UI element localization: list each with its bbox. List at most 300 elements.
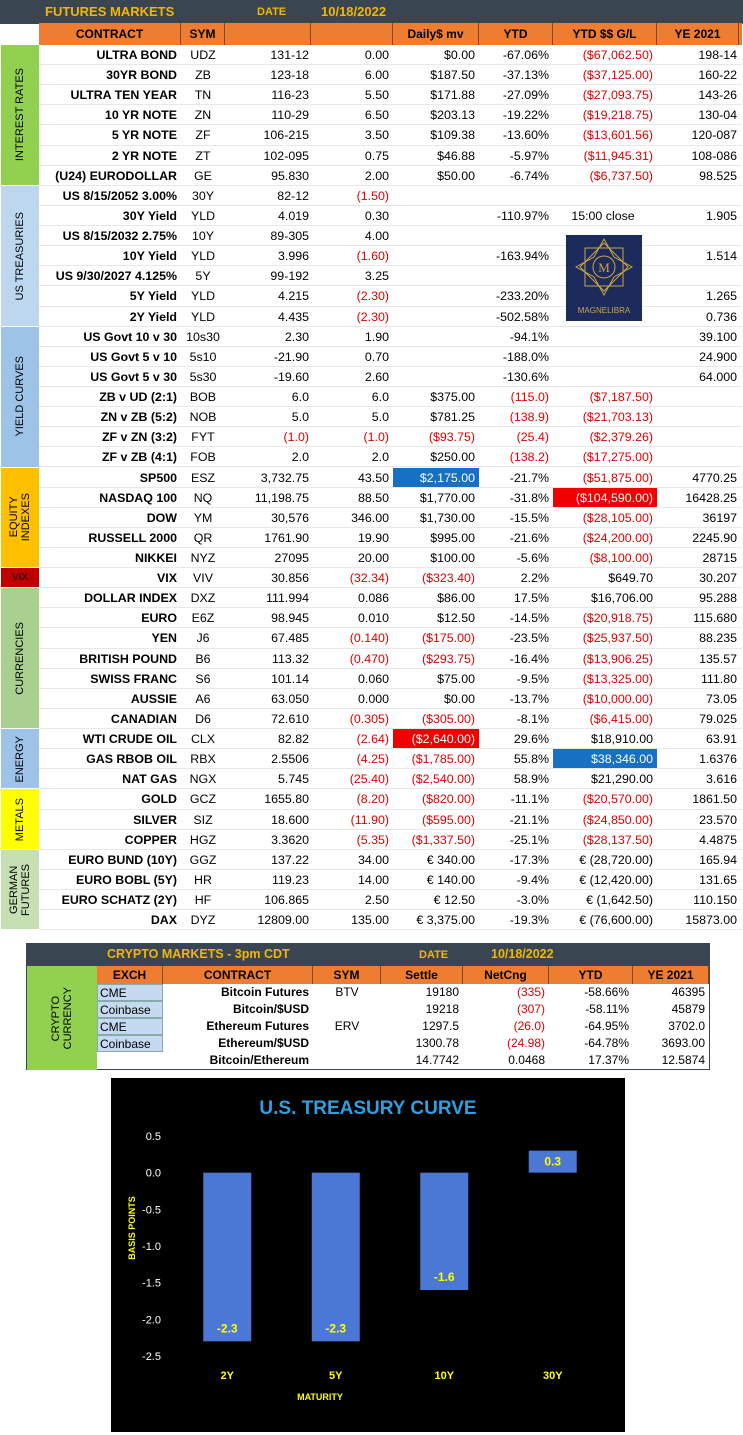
table-cell: SILVER	[133, 812, 177, 827]
table-cell: 115.680	[693, 611, 737, 626]
table-row	[39, 548, 742, 568]
table-cell: ($11,945.31)	[583, 148, 653, 163]
table-cell: (307)	[516, 1002, 545, 1016]
table-cell: ($175.00)	[421, 631, 475, 646]
table-cell: -5.97%	[509, 148, 549, 163]
table-cell	[657, 407, 739, 426]
table-cell: A6	[195, 691, 211, 706]
table-cell: (U24) EURODOLLAR	[55, 168, 177, 183]
table-cell: 2245.90	[692, 530, 737, 545]
table-cell: 5Y Yield	[129, 289, 177, 304]
table-cell: 14.00	[357, 872, 389, 887]
column-header: CONTRACT	[39, 23, 181, 45]
table-cell: YLD	[190, 249, 216, 264]
table-cell: 111.994	[266, 591, 309, 606]
table-cell: 2.00	[364, 168, 389, 183]
table-cell: 2.2%	[520, 571, 549, 586]
table-cell: VIX	[157, 571, 177, 586]
table-cell: 3.50	[364, 128, 389, 143]
table-cell: (24.98)	[506, 1036, 545, 1050]
table-cell: -94.1%	[509, 329, 549, 344]
table-row	[39, 850, 742, 870]
table-cell: 39.100	[699, 329, 737, 344]
table-cell: 3702.0	[668, 1019, 705, 1033]
crypto-date-label: DATE	[419, 949, 449, 961]
table-cell: 5.0	[291, 410, 309, 425]
table-cell: 5.0	[371, 410, 389, 425]
table-cell: ($67,062.50)	[582, 48, 653, 62]
table-cell: ($17,275.00)	[582, 450, 653, 465]
table-cell: 160-22	[698, 68, 737, 83]
table-cell: 14.7742	[415, 1053, 459, 1067]
x-tick-label: 10Y	[434, 1370, 455, 1382]
table-cell: EURO BOBL (5Y)	[76, 872, 177, 887]
table-cell: 30Y	[191, 188, 215, 203]
table-cell: -3.0%	[516, 893, 549, 908]
table-cell: 4.019	[277, 208, 309, 223]
table-cell: NQ	[193, 490, 213, 505]
crypto-row	[97, 1001, 709, 1018]
table-cell: 198-14	[698, 48, 737, 62]
table-cell: 19.90	[357, 530, 389, 545]
table-cell: 4.4875	[699, 832, 737, 847]
table-cell: US Govt 5 v 10	[90, 349, 177, 364]
column-header: EXCH	[97, 966, 163, 984]
table-cell: 12809.00	[257, 913, 309, 928]
table-cell: 27095	[274, 551, 309, 565]
table-row	[39, 810, 742, 830]
table-cell: FYT	[191, 430, 215, 445]
table-cell: -19.22%	[502, 108, 549, 123]
group-label: ENERGY	[1, 729, 39, 789]
table-cell: AUSSIE	[130, 691, 177, 706]
table-cell: 5s30	[189, 369, 217, 384]
table-cell: 1300.78	[415, 1036, 459, 1050]
table-row	[39, 528, 742, 548]
table-cell: 99-192	[270, 269, 309, 284]
table-cell: -17.3%	[509, 852, 549, 867]
table-cell: 88.235	[699, 631, 737, 646]
table-cell: (138.9)	[509, 410, 549, 425]
table-cell: (2.64)	[356, 732, 389, 747]
table-cell	[479, 226, 553, 245]
table-cell: -58.66%	[584, 985, 629, 999]
table-cell: ERV	[334, 1019, 360, 1033]
table-cell: CLX	[190, 732, 216, 747]
table-cell	[479, 266, 553, 285]
table-cell: 98.525	[699, 168, 737, 183]
table-cell: 55.8%	[513, 752, 549, 767]
table-cell: 2.0	[371, 450, 389, 465]
table-cell	[553, 347, 657, 366]
table-cell: $18,910.00	[590, 732, 653, 747]
table-cell: ULTRA TEN YEAR	[70, 88, 177, 103]
table-cell: SP500	[139, 470, 177, 485]
table-cell	[553, 186, 657, 205]
table-cell: $171.88	[430, 88, 475, 103]
table-cell	[657, 447, 739, 466]
table-cell: 10Y	[191, 229, 215, 244]
table-cell: 3.25	[364, 269, 389, 284]
table-cell: HGZ	[189, 832, 217, 847]
table-cell	[657, 186, 739, 205]
table-cell: $86.00	[437, 591, 475, 606]
table-cell: 123-18	[270, 68, 309, 83]
table-cell: (4.25)	[356, 752, 389, 767]
column-header: CONTRACT	[163, 966, 313, 984]
table-cell: GGZ	[189, 852, 217, 867]
y-axis-label: BASIS POINTS	[127, 1196, 137, 1260]
table-cell: (5.35)	[356, 832, 389, 847]
table-cell: 1655.80	[264, 792, 309, 807]
futures-title: FUTURES MARKETS	[45, 4, 175, 19]
table-cell: 108-086	[691, 148, 737, 163]
table-cell: 5 YR NOTE	[111, 128, 177, 143]
table-cell: Ethereum Futures	[206, 1019, 309, 1033]
table-row	[39, 649, 742, 669]
column-header: Daily$ mv	[393, 23, 479, 45]
crypto-column-headers	[97, 966, 709, 984]
table-cell: 137.22	[271, 852, 309, 867]
table-cell: -21.90	[273, 349, 309, 364]
table-row	[39, 488, 742, 508]
table-cell: (1.50)	[356, 188, 389, 203]
table-cell: (32.34)	[349, 571, 389, 586]
table-cell: -27.09%	[502, 88, 549, 103]
table-cell: UDZ	[190, 48, 216, 62]
table-cell: 15:00 close	[571, 208, 635, 223]
table-cell: EURO BUND (10Y)	[68, 852, 177, 867]
table-cell: -15.5%	[509, 510, 549, 525]
y-tick-label: 0.5	[145, 1131, 161, 1143]
table-cell: 2.5506	[271, 752, 309, 767]
table-cell: 6.0	[371, 390, 389, 405]
table-cell: 135.57	[699, 651, 737, 666]
table-cell: -25.1%	[509, 832, 549, 847]
table-cell: 30YR BOND	[106, 68, 177, 83]
table-cell: 2 YR NOTE	[111, 148, 177, 163]
table-cell: 3.996	[277, 249, 309, 264]
column-header: YE 2021	[657, 23, 739, 45]
table-cell: € 140.00	[426, 872, 475, 887]
data-label: 0.3	[544, 1154, 562, 1169]
table-cell: (0.470)	[349, 651, 389, 666]
table-cell: 346.00	[351, 510, 389, 525]
table-cell: € 12.50	[433, 893, 475, 908]
table-cell: 1.90	[364, 329, 389, 344]
table-cell: US 8/15/2032 2.75%	[62, 229, 177, 244]
table-cell	[393, 226, 479, 245]
table-cell: 5.745	[277, 772, 309, 787]
table-cell: 30.856	[271, 571, 309, 586]
table-cell: 82-12	[277, 188, 309, 203]
crypto-row	[97, 984, 709, 1001]
table-row	[39, 85, 742, 105]
table-row	[39, 447, 742, 467]
table-cell: ULTRA BOND	[96, 48, 177, 62]
table-cell: $0.00	[443, 691, 475, 706]
futures-header	[1, 1, 742, 23]
table-cell: 1.514	[705, 249, 737, 264]
table-cell: $1,770.00	[419, 490, 475, 505]
table-cell: 18.600	[271, 812, 309, 827]
table-cell: ($10,000.00)	[582, 691, 653, 706]
table-cell: -21.6%	[509, 530, 549, 545]
table-cell: 6.00	[364, 68, 389, 83]
table-cell: € 340.00	[426, 852, 475, 867]
table-cell: ($8,100.00)	[589, 551, 653, 565]
table-cell	[393, 307, 479, 326]
table-row	[39, 789, 742, 809]
table-cell: GAS RBOB OIL	[86, 752, 177, 767]
table-cell: (8.20)	[356, 792, 389, 807]
table-cell: Coinbase	[97, 1035, 163, 1052]
table-cell: DXZ	[190, 591, 216, 606]
table-cell: ($7,187.50)	[589, 390, 653, 405]
table-cell: 58.9%	[513, 772, 549, 787]
table-cell: 34.00	[357, 852, 389, 867]
table-row	[39, 568, 742, 588]
table-cell: RUSSELL 2000	[88, 530, 177, 545]
table-cell: 4.435	[277, 309, 309, 324]
table-row	[39, 407, 742, 427]
x-tick-label: 30Y	[542, 1370, 563, 1382]
table-row	[39, 65, 742, 85]
table-cell: -9.4%	[516, 872, 549, 887]
table-cell: -58.11%	[585, 1002, 629, 1016]
table-cell: BRITISH POUND	[79, 651, 177, 666]
table-cell: -8.1%	[516, 711, 549, 726]
table-cell: (25.40)	[349, 772, 389, 787]
table-cell: 36197	[702, 510, 737, 525]
table-cell: 2Y Yield	[129, 309, 177, 324]
table-cell: (25.4)	[516, 430, 549, 445]
table-cell: -11.1%	[510, 792, 549, 807]
table-cell: E6Z	[191, 611, 215, 626]
table-row	[39, 347, 742, 367]
table-cell: ($28,137.50)	[582, 832, 653, 847]
table-cell: 79.025	[699, 711, 737, 726]
table-cell: -31.8%	[509, 490, 549, 505]
table-cell: TN	[194, 88, 212, 103]
table-cell: ($1,785.00)	[411, 752, 475, 767]
table-cell: 72.610	[271, 711, 309, 726]
table-row	[39, 689, 742, 709]
column-header: NetCng	[463, 966, 549, 984]
table-cell: -14.5%	[509, 611, 549, 626]
table-row	[39, 870, 742, 890]
column-header: YTD	[479, 23, 553, 45]
bar	[203, 1173, 251, 1342]
group-label: CURRENCIES	[1, 588, 39, 729]
table-cell: 63.91	[705, 732, 737, 747]
table-cell: 95.830	[271, 168, 309, 183]
table-cell	[393, 186, 479, 205]
table-cell: (2.30)	[356, 309, 389, 324]
table-cell: 0.060	[357, 671, 389, 686]
crypto-title: CRYPTO MARKETS - 3pm CDT	[107, 947, 290, 961]
table-cell: Bitcoin Futures	[220, 985, 309, 999]
table-cell: NASDAQ 100	[99, 490, 177, 505]
table-cell: ($93.75)	[428, 430, 475, 445]
table-cell: ($595.00)	[421, 812, 475, 827]
table-cell: (115.0)	[510, 390, 549, 405]
table-cell: ESZ	[190, 470, 216, 485]
table-cell: YLD	[190, 309, 216, 324]
table-cell: 0.086	[357, 591, 389, 606]
table-row	[39, 186, 742, 206]
table-cell: 3.616	[705, 772, 737, 787]
table-cell: (11.90)	[350, 812, 389, 827]
crypto-row	[97, 1035, 709, 1052]
table-cell: 2.30	[284, 329, 309, 344]
crypto-row	[97, 1018, 709, 1035]
x-tick-label: 5Y	[329, 1370, 343, 1382]
table-cell: 131-12	[270, 48, 309, 62]
table-cell: ($6,737.50)	[589, 168, 653, 183]
table-cell: ZF	[195, 128, 211, 143]
table-cell: 0.0468	[508, 1053, 545, 1067]
group-label: GERMAN FUTURES	[1, 850, 39, 930]
table-cell: € (76,600.00)	[579, 913, 653, 928]
column-header	[225, 23, 311, 45]
table-cell	[657, 226, 739, 245]
table-cell: Bitcoin/$USD	[232, 1002, 309, 1016]
table-cell: $375.00	[430, 390, 475, 405]
table-cell: DOW	[146, 510, 177, 525]
table-cell: GOLD	[141, 792, 177, 807]
table-cell: € (1,642.50)	[586, 893, 653, 908]
table-cell: NOB	[189, 410, 217, 425]
table-cell: BTV	[335, 985, 359, 999]
svg-text:M: M	[598, 260, 610, 275]
table-cell: 3,732.75	[260, 470, 309, 485]
table-cell: 12.5874	[661, 1053, 705, 1067]
table-cell: 135.00	[351, 913, 389, 928]
table-cell: 4770.25	[692, 470, 737, 485]
table-row	[39, 387, 742, 407]
crypto-markets-table	[26, 943, 710, 1070]
table-cell: 0.30	[364, 208, 389, 223]
table-row	[39, 166, 742, 186]
table-cell: 30.207	[699, 571, 737, 586]
table-cell: NGX	[189, 772, 217, 787]
table-row	[39, 830, 742, 850]
table-cell: ($28,105.00)	[582, 510, 653, 525]
table-cell: ($13,325.00)	[582, 671, 653, 686]
treasury-curve-chart	[111, 1078, 625, 1432]
table-cell: -233.20%	[495, 289, 549, 304]
table-cell: $2,175.00	[393, 468, 479, 487]
table-cell: ($305.00)	[421, 711, 475, 726]
table-cell: 1.6376	[699, 752, 737, 767]
table-cell: 17.37%	[588, 1053, 629, 1067]
table-cell: 102-095	[263, 148, 309, 163]
table-cell: D6	[195, 711, 211, 726]
magnelibra-logo	[566, 235, 642, 321]
y-tick-label: 0.0	[145, 1167, 161, 1180]
table-cell: US 9/30/2027 4.125%	[55, 269, 177, 284]
table-cell: -6.74%	[509, 168, 549, 183]
table-cell: 64.000	[699, 369, 737, 384]
table-cell: 46395	[671, 985, 705, 999]
table-cell: -16.4%	[509, 651, 549, 666]
column-header: YE 2021	[633, 966, 709, 984]
logo-text: MAGNELIBRA	[577, 306, 631, 315]
table-cell: 2.60	[364, 369, 389, 384]
table-cell: 5.50	[364, 88, 389, 103]
table-cell: 1297.5	[422, 1019, 459, 1033]
table-cell: $203.13	[430, 108, 475, 123]
table-cell: 0.70	[364, 349, 389, 364]
chart-title: U.S. TREASURY CURVE	[259, 1098, 477, 1119]
table-cell: -67.06%	[502, 48, 549, 62]
table-row	[39, 890, 742, 910]
table-cell: $781.25	[430, 410, 475, 425]
table-cell: CANADIAN	[110, 711, 177, 726]
table-cell	[313, 1001, 381, 1018]
table-cell	[553, 367, 657, 386]
table-cell: -13.60%	[502, 128, 549, 143]
table-cell: SWISS FRANC	[90, 671, 177, 686]
table-cell: 6.50	[364, 108, 389, 123]
table-cell: -188.0%	[502, 349, 549, 364]
table-cell: EURO	[141, 611, 177, 626]
x-axis-label: MATURITY	[297, 1392, 343, 1402]
table-cell: 29.6%	[513, 732, 549, 747]
table-cell: € (12,420.00)	[579, 872, 653, 887]
column-header: SYM	[313, 966, 381, 984]
table-cell: 0.000	[357, 691, 389, 706]
table-cell: DYZ	[190, 913, 216, 928]
table-cell: 89-305	[270, 229, 309, 244]
table-cell: CME	[97, 1018, 163, 1035]
table-cell: DAX	[150, 913, 177, 928]
table-cell: HR	[194, 872, 212, 887]
table-cell: 110.150	[693, 893, 737, 908]
table-cell: € 3,375.00	[416, 913, 475, 928]
data-label: -1.6	[433, 1270, 455, 1284]
table-cell: $50.00	[437, 168, 475, 183]
table-cell: ZN v ZB (5:2)	[100, 410, 177, 425]
table-cell: FOB	[190, 450, 216, 465]
table-cell: ($2,379.26)	[589, 430, 653, 445]
table-cell	[393, 246, 479, 265]
table-cell: -130.6%	[502, 369, 549, 384]
table-cell: -19.3%	[509, 913, 549, 928]
table-cell: ($25,937.50)	[582, 631, 653, 646]
crypto-header	[27, 944, 709, 966]
table-cell	[97, 1052, 163, 1069]
table-cell: ($293.75)	[421, 651, 475, 666]
table-cell: 10Y Yield	[122, 249, 177, 264]
table-cell: 2.50	[364, 893, 389, 908]
group-label: US TREASURIES	[1, 186, 39, 327]
group-label: VIX	[1, 568, 39, 588]
table-cell: -23.5%	[509, 631, 549, 646]
table-row	[39, 588, 742, 608]
crypto-group-label: CRYPTO CURRENCY	[27, 966, 97, 1070]
table-cell: ZB v UD (2:1)	[99, 390, 177, 405]
table-cell: 16428.25	[685, 490, 737, 505]
table-cell: DOLLAR INDEX	[84, 591, 177, 606]
table-cell: 10s30	[186, 329, 220, 344]
table-cell: 19218	[425, 1002, 459, 1016]
table-cell: 20.00	[357, 551, 389, 565]
table-row	[39, 206, 742, 226]
table-cell	[393, 286, 479, 305]
table-cell: 30Y Yield	[122, 208, 177, 223]
